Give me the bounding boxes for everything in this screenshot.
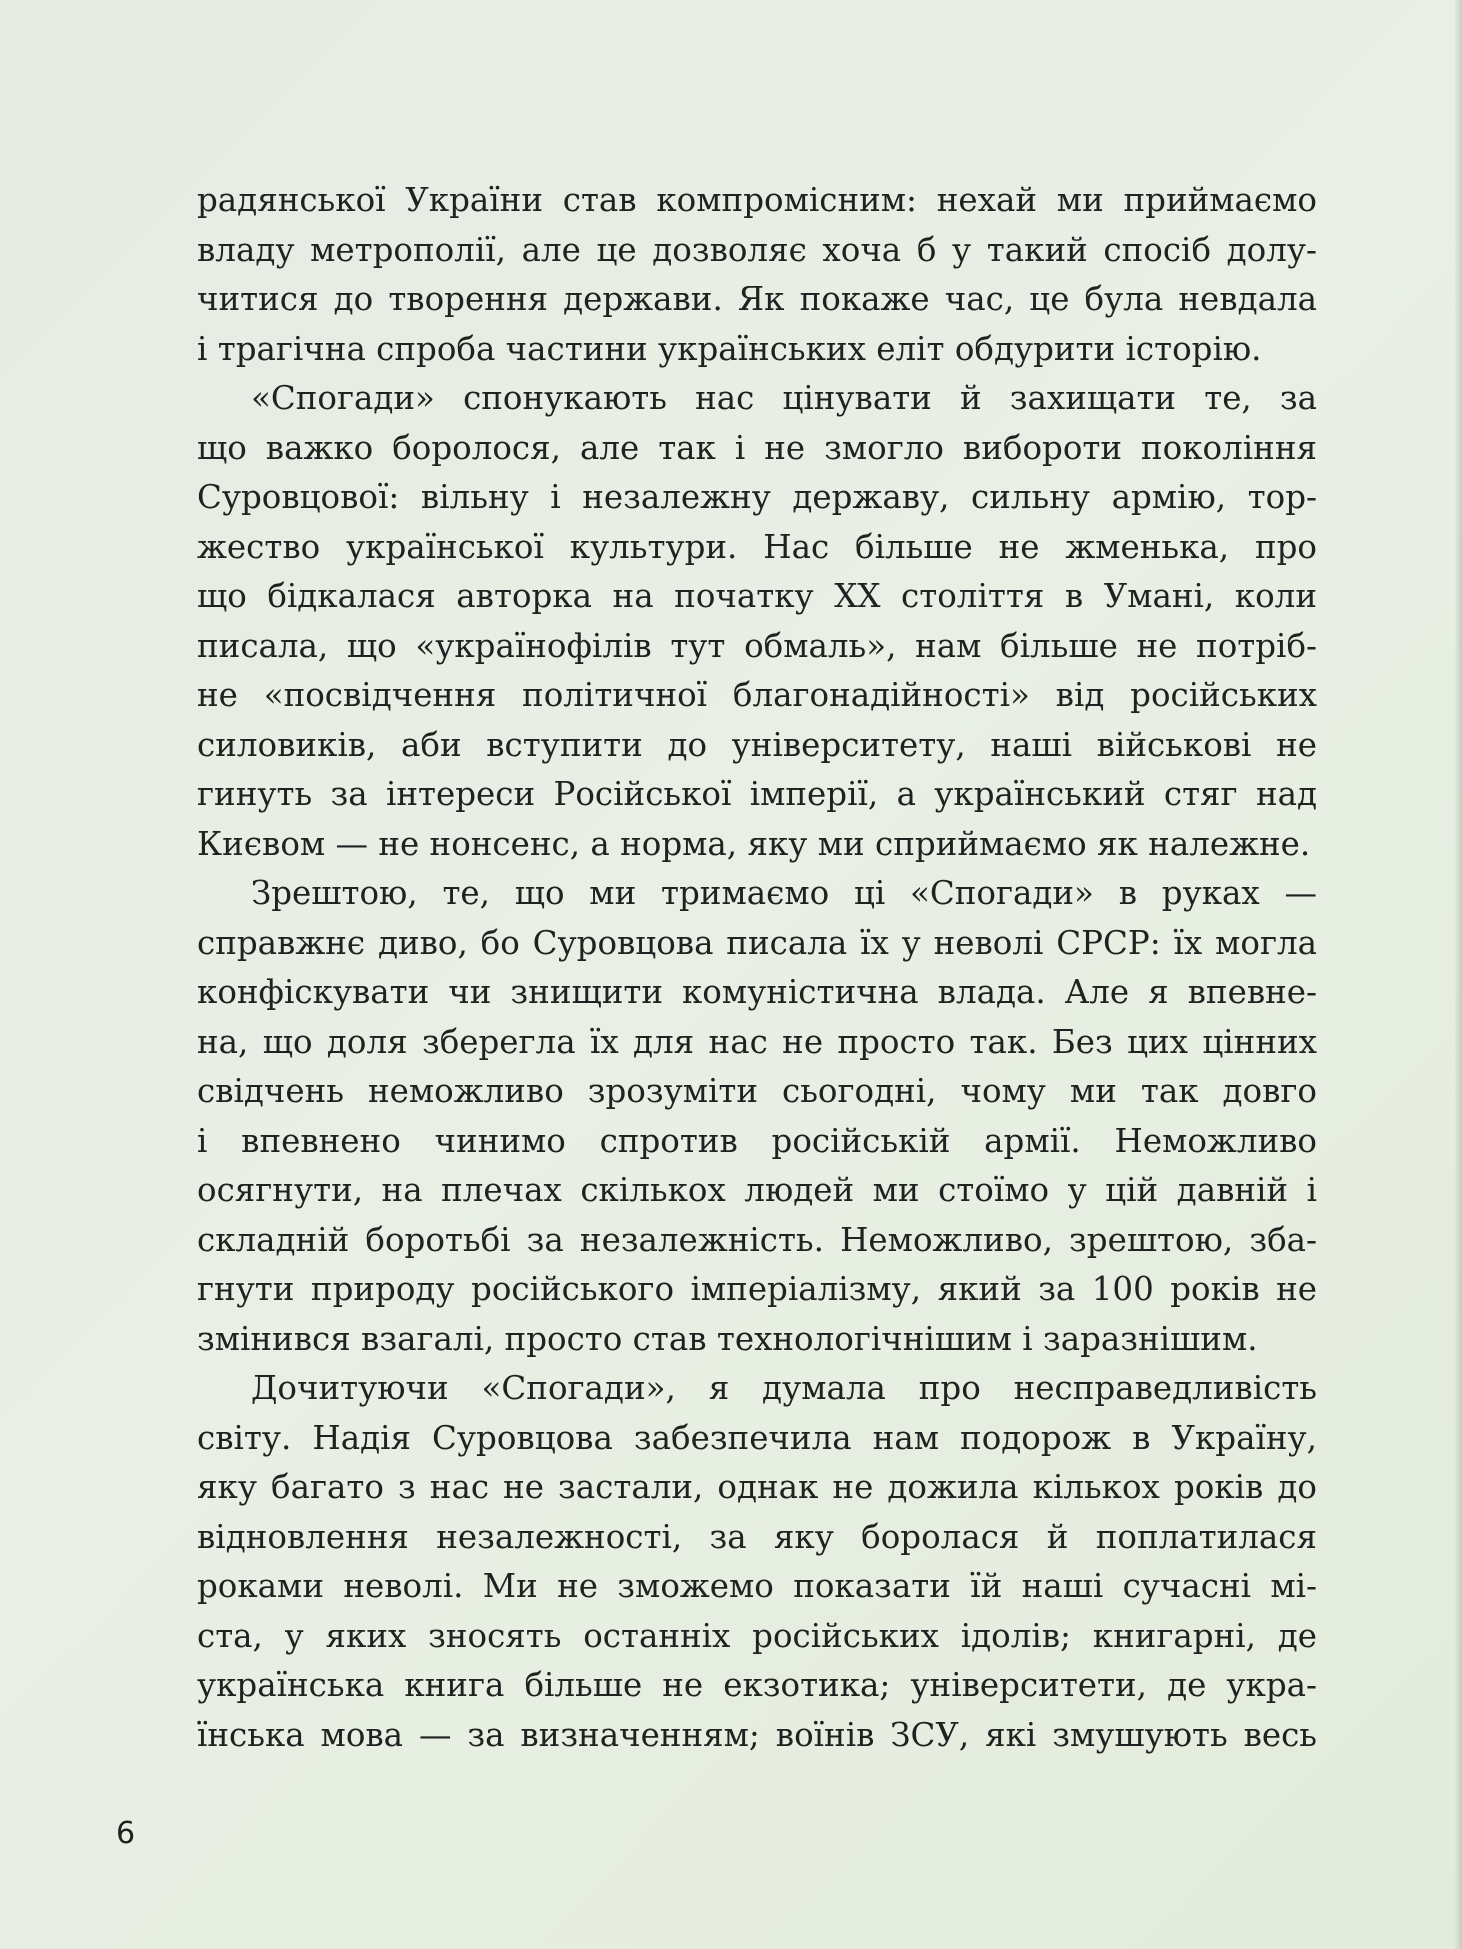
- text-line: свідчень неможливо зрозуміти сьогодні, чому ми так довго: [197, 1072, 1317, 1110]
- text-line: яку багато з нас не застали, однак не дожила кількох років до: [197, 1468, 1317, 1506]
- text-line: гнути природу російського імперіалізму, який за 100 років не: [197, 1270, 1317, 1308]
- text-line: роками неволі. Ми не зможемо показати їй наші сучасні мі-: [197, 1567, 1317, 1605]
- text-line: і трагічна спроба частини українських еліт обдурити історію.: [197, 329, 1262, 368]
- text-line: змінився взагалі, просто став технологічнішим і заразнішим.: [197, 1319, 1258, 1358]
- text-line: що важко боролося, але так і не змогло вибороти покоління: [197, 428, 1317, 467]
- body-text: [197, 176, 1317, 1760]
- text-line: Києвом — не нонсенс, а норма, яку ми сприймаємо як належне.: [197, 824, 1311, 863]
- text-line: складній боротьбі за незалежність. Неможливо, зрештою, зба-: [197, 1220, 1317, 1259]
- text-line: і впевнено чинимо спротив російській армії. Неможливо: [197, 1121, 1317, 1160]
- text-line: Суровцової: вільну і незалежну державу, сильну армію, тор-: [197, 478, 1317, 516]
- text-line: радянської України став компромісним: нехай ми приймаємо: [197, 181, 1317, 219]
- text-line: на, що доля зберегла їх для нас не просто так. Без цих цінних: [197, 1022, 1317, 1061]
- text-line: писала, що «українофілів тут обмаль», нам більше не потріб-: [197, 626, 1317, 665]
- text-line: що бідкалася авторка на початку ХХ століття в Умані, коли: [197, 577, 1317, 615]
- text-line: жество української культури. Нас більше не жменька, про: [197, 527, 1317, 566]
- text-line: осягнути, на плечах скількох людей ми стоїмо у цій давній і: [197, 1171, 1317, 1209]
- paragraph-first-line: Дочитуючи «Спогади», я думала про несправедливість: [251, 1369, 1317, 1407]
- text-line: відновлення незалежності, за яку боролася й поплатилася: [197, 1517, 1317, 1556]
- text-line: їнська мова — за визначенням; воїнів ЗСУ, які змушують весь: [197, 1715, 1317, 1754]
- page-edge-shadow: [1454, 0, 1462, 1949]
- text-line: конфіскувати чи знищити комуністична влада. Але я впевне-: [197, 973, 1317, 1011]
- paragraph-first-line: Зрештою, те, що ми тримаємо ці «Спогади» в руках —: [251, 874, 1317, 912]
- text-line: силовиків, аби вступити до університету, наші військові не: [197, 725, 1317, 764]
- text-line: владу метрополії, але це дозволяє хоча б у такий спосіб долу-: [197, 230, 1317, 269]
- paragraph-first-line: «Спогади» спонукають нас цінувати й захищати те, за: [251, 379, 1317, 417]
- page-number: 6: [116, 1816, 136, 1851]
- text-line: не «посвідчення політичної благонадійності» від російських: [197, 676, 1317, 714]
- text-line: читися до творення держави. Як покаже час, це була невдала: [197, 280, 1317, 318]
- text-line: гинуть за інтереси Російської імперії, а український стяг над: [197, 775, 1317, 813]
- text-line: світу. Надія Суровцова забезпечила нам подорож в Україну,: [197, 1418, 1317, 1457]
- text-line: справжнє диво, бо Суровцова писала їх у неволі СРСР: їх могла: [197, 923, 1317, 962]
- text-line: ста, у яких зносять останніх російських ідолів; книгарні, де: [197, 1616, 1317, 1655]
- text-line: українська книга більше не екзотика; університети, де укра-: [197, 1666, 1317, 1704]
